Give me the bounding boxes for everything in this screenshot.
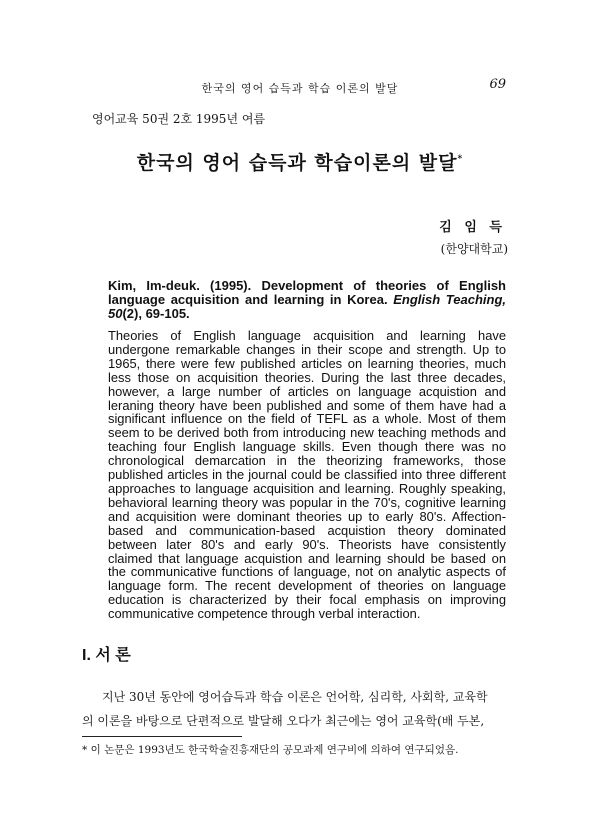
- footnote: * 이 논문은 1993년도 한국학술진흥재단의 공모과제 연구비에 의하여 연구되었음.: [82, 744, 459, 756]
- journal-info: 영어교육 50권 2호 1995년 여름: [92, 112, 266, 126]
- body-line: 의 이론을 바탕으로 단편적으로 발달해 오다가 최근에는 영어 교육학(배 두본,: [82, 714, 485, 728]
- body-paragraph: [82, 685, 520, 733]
- citation-lead: Kim, Im-deuk. (1995). Development of theories of English language acquisition and learning in Korea.: [108, 278, 506, 307]
- running-head: 한국의 영어 습득과 학습 이론의 발달: [201, 82, 399, 95]
- citation-tail: (2), 69-105.: [122, 306, 190, 321]
- author-affiliation: (한양대학교): [440, 242, 508, 256]
- section-heading: I. 서 론: [82, 647, 131, 664]
- article-title: [0, 148, 600, 175]
- abstract: Theories of English language acquisition and learning have undergone remarkable changes in their scope and strength. Up to 1965, there were few published articles on learning theories, much less those on acquisition theories. During the last three decades, however, a large number of articles on language acquistion and leraning theory have been published and some of them have had a significant influence on the field of TEFL as a whole. Most of them seem to be derived both from introducing new teaching methods and teaching four English language skills. Even though there was no chronological demarcation in the theorizing frameworks, those published articles in the journal could be classified into three different approaches to language acquisition and learning. Roughly speaking, behavioral learning theory was popular in the 70's, cognitive learning and acquisition were dominant theories up to early 80's. Affection-based and communication-based acquistion theory dominated between later 80's and early 90's. Theorists have consistently claimed that language acquistion and learning should be based on the communicative functions of language, not on analytic aspects of language form. The recent development of theories on language education is characterized by their focal emphasis on improving communicative competence through verbal interaction.: [108, 328, 506, 622]
- author-name: 김 임 득: [439, 220, 506, 235]
- body-line: 지난 30년 동안에 영어습득과 학습 이론은 언어학, 심리학, 사회학, 교육학: [102, 690, 488, 704]
- citation: [108, 279, 506, 321]
- article-title-text: 한국의 영어 습득과 학습이론의 발달: [136, 152, 458, 174]
- page-number: 69: [489, 77, 506, 92]
- footnote-divider: [82, 736, 242, 737]
- citation-journal: English Teaching, 50: [108, 292, 506, 321]
- title-footnote-mark: *: [457, 154, 464, 165]
